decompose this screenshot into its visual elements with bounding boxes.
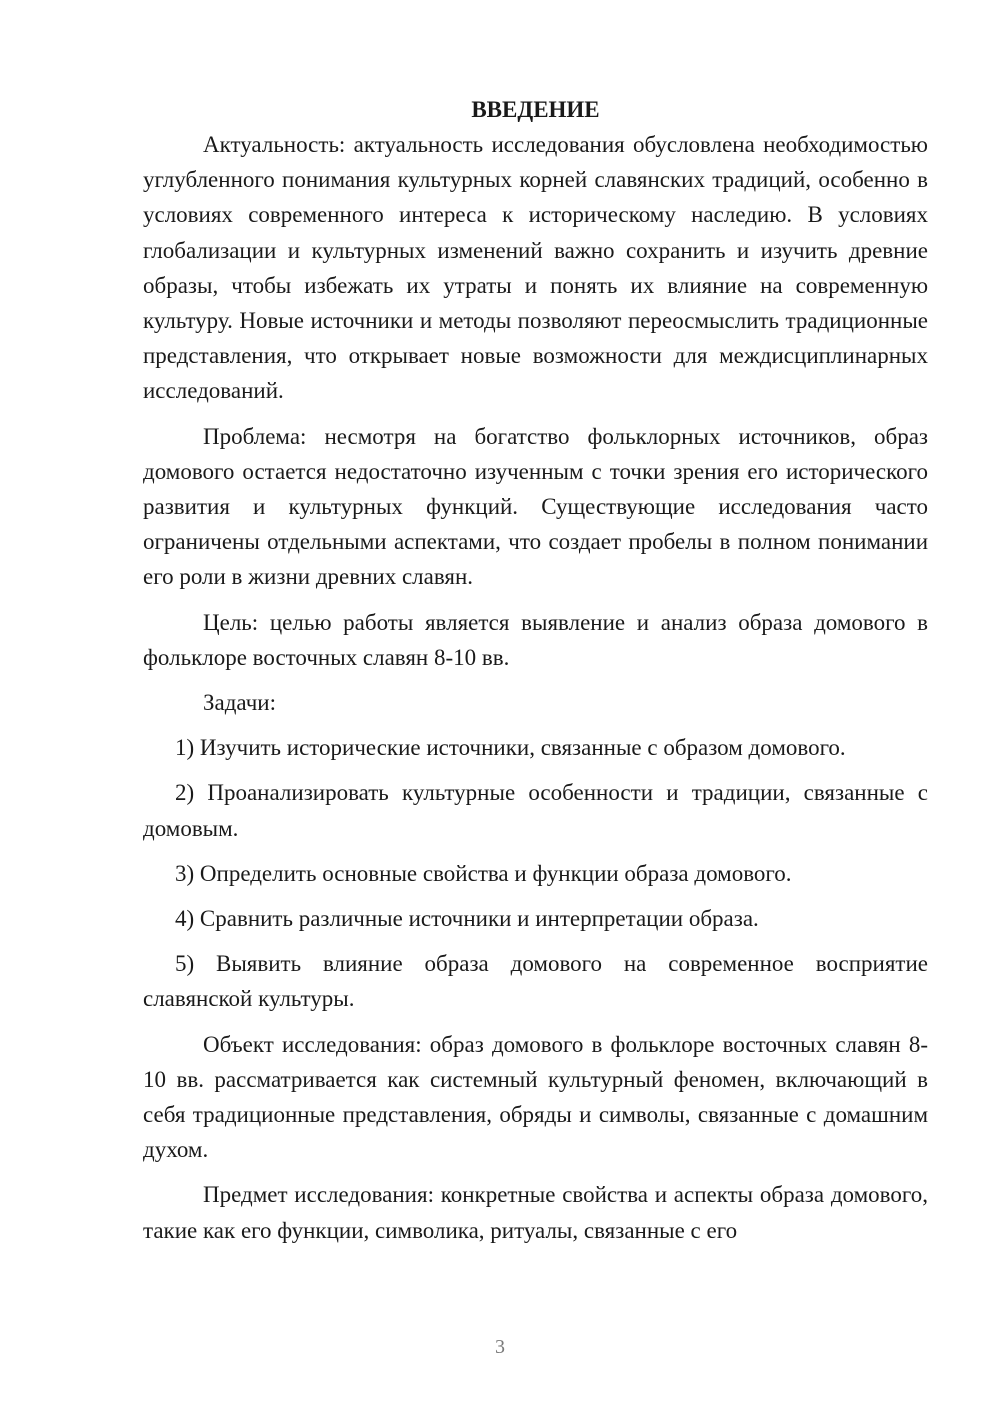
section-heading: ВВЕДЕНИЕ [471,97,600,122]
task-item-4: 4) Сравнить различные источники и интерпретации образа. [175,906,759,932]
page-number: 3 [495,1336,505,1358]
task-item-3: 3) Определить основные свойства и функции образа домового. [175,860,792,886]
paragraph-goal: Цель: целью работы является выявление и анализ образа домового в фольклоре восточных славян 8-10 вв. [143,609,928,670]
paragraph-tasks-label: Задачи: [203,690,276,716]
paragraph-subject: Предмет исследования: конкретные свойства и аспекты образа домового, такие как его функции, символика, ритуалы, связанные с его [143,1182,928,1243]
task-item-5: 5) Выявить влияние образа домового на современное восприятие славянской культуры. [143,951,928,1012]
paragraph-relevance: Актуальность: актуальность исследования обусловлена необходимостью углубленного понимания культурных корней славянских традиций, особенно в условиях современного интереса к историческому наследию. В условиях глобализации и культурных изменений важно сохранить и изучить древние образы, чтобы избежать их утраты и понять их влияние на современную культуру. Новые источники и методы позволяют переосмыслить традиционные представления, что открывает новые возможности для междисциплинарных исследований. [143,132,928,404]
task-item-2: 2) Проанализировать культурные особенности и традиции, связанные с домовым. [143,780,928,841]
document-page [143,92,928,1248]
paragraph-problem: Проблема: несмотря на богатство фольклорных источников, образ домового остается недостаточно изученным с точки зрения его исторического развития и культурных функций. Существующие исследования часто ограничены отдельными аспектами, что создает пробелы в полном понимании его роли в жизни древних славян. [143,423,928,590]
task-item-1: 1) Изучить исторические источники, связанные с образом домового. [175,735,846,761]
paragraph-object: Объект исследования: образ домового в фольклоре восточных славян 8-10 вв. рассматривается как системный культурный феномен, включающий в себя традиционные представления, обряды и символы, связанные с домашним духом. [143,1031,928,1163]
